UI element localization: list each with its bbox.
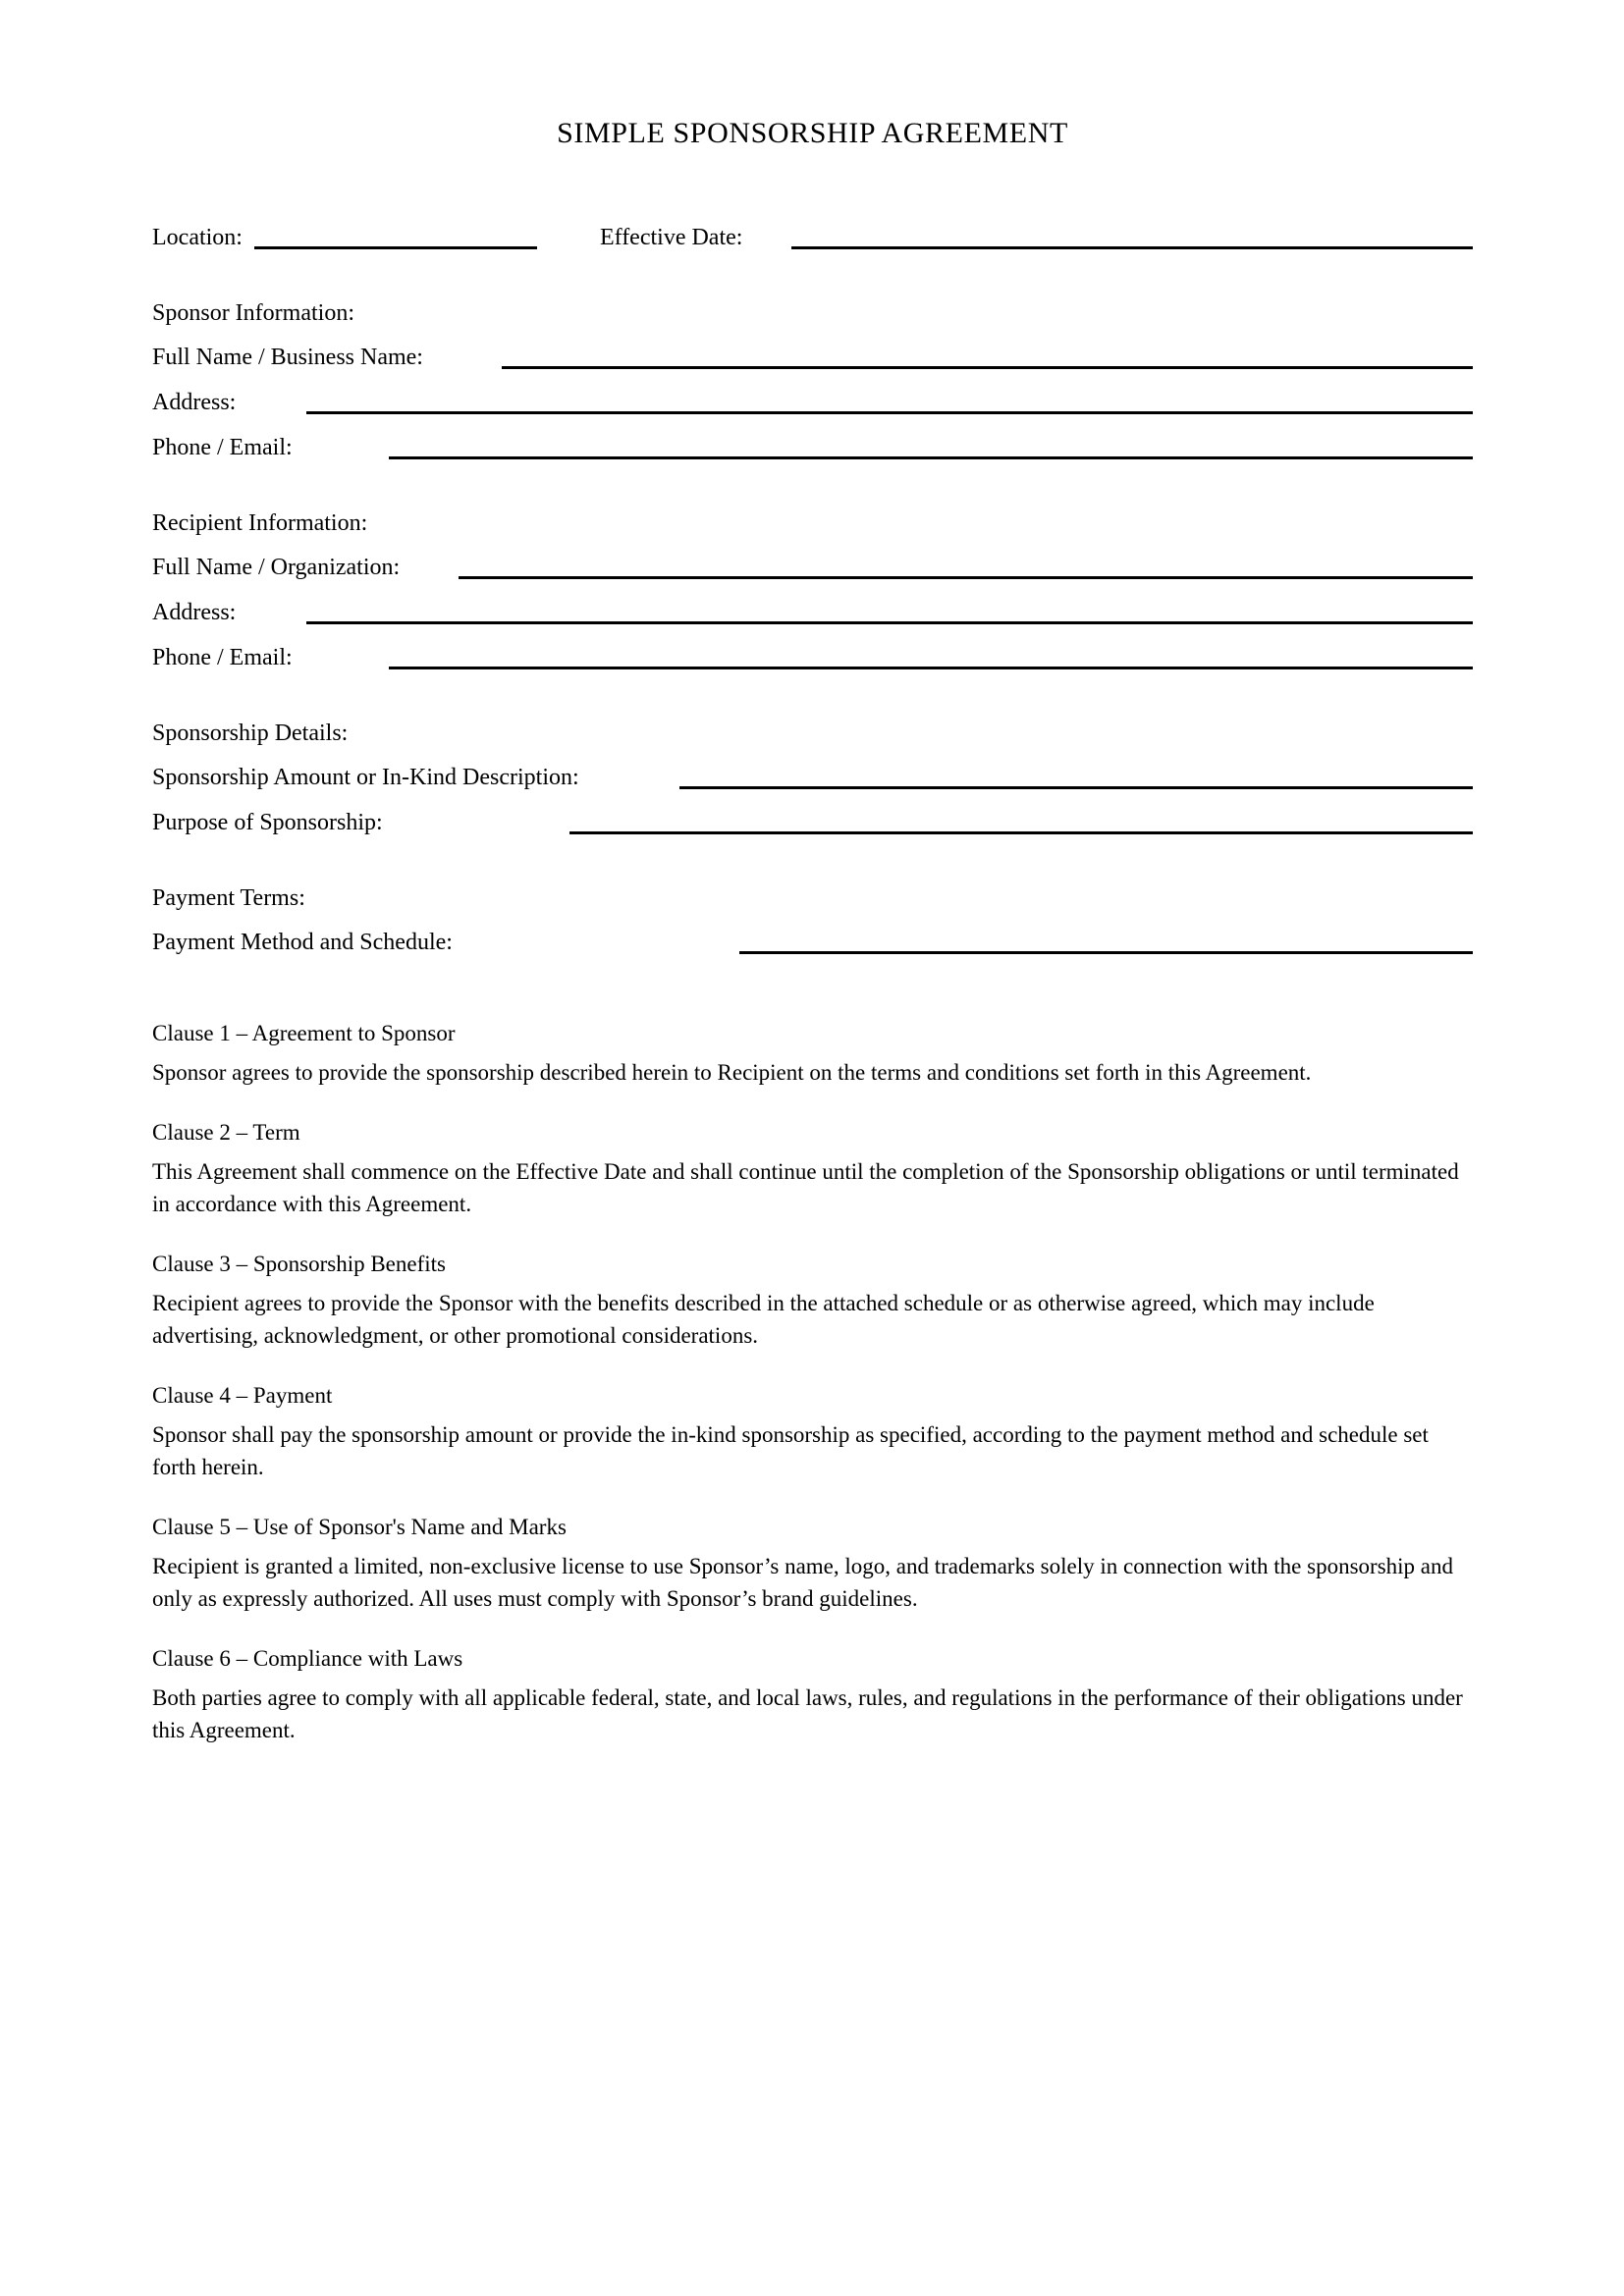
sponsor-full-name-input-rule[interactable] [502,366,1473,369]
clause-5-body: Recipient is granted a limited, non-exclusive license to use Sponsor’s name, logo, and trademarks solely in connection with the sponsorship and only as expressly authorized. All uses must comply with Sponsor’s brand guidelines. [152,1554,1453,1611]
clause-1-body: Sponsor agrees to provide the sponsorship described herein to Recipient on the terms and conditions set forth in this Agreement. [152,1060,1312,1085]
clause-2 [152,1118,1473,1220]
clause-4-body: Sponsor shall pay the sponsorship amount or provide the in-kind sponsorship as specified, according to the payment method and schedule set forth herein. [152,1422,1429,1479]
recipient-phone-email-label: Phone / Email: [152,645,293,670]
clause-3-title: Clause 3 – Sponsorship Benefits [152,1252,446,1276]
location-input-rule[interactable] [254,246,537,249]
purpose-of-sponsorship-row [152,793,1473,838]
header-fields-row [152,208,1473,253]
clause-6 [152,1644,1473,1746]
clause-6-title: Clause 6 – Compliance with Laws [152,1646,463,1671]
clause-5 [152,1513,1473,1615]
clause-gap-3 [152,1352,1473,1381]
recipient-address-label: Address: [152,600,237,625]
sponsor-full-name-label: Full Name / Business Name: [152,345,423,370]
recipient-full-name-input-rule[interactable] [459,576,1473,579]
clause-6-body: Both parties agree to comply with all applicable federal, state, and local laws, rules, and regulations in the performance of their obligations under this Agreement. [152,1685,1463,1742]
sponsorship-amount-label: Sponsorship Amount or In-Kind Description: [152,765,579,790]
spacer-before-payment-section [152,838,1473,883]
spacer-before-clauses [152,958,1473,1019]
clause-5-title: Clause 5 – Use of Sponsor's Name and Marks [152,1515,567,1539]
clause-2-body: This Agreement shall commence on the Effective Date and shall continue until the completion of the Sponsorship obligations or until terminated in accordance with this Agreement. [152,1159,1459,1216]
sponsor-full-name-row [152,328,1473,373]
sponsor-phone-email-row [152,418,1473,463]
recipient-full-name-row [152,538,1473,583]
document-content [152,0,1473,1746]
payment-method-input-rule[interactable] [739,951,1473,954]
clause-2-title: Clause 2 – Term [152,1120,300,1145]
recipient-information-heading: Recipient Information: [152,510,368,536]
effective-date-label: Effective Date: [599,225,743,250]
clause-gap-4 [152,1483,1473,1513]
sponsor-phone-email-label: Phone / Email: [152,435,293,460]
sponsor-address-input-rule[interactable] [306,411,1473,414]
spacer-before-recipient-section [152,463,1473,508]
payment-method-label: Payment Method and Schedule: [152,930,453,955]
clause-3 [152,1250,1473,1352]
sponsor-address-row [152,373,1473,418]
recipient-full-name-label: Full Name / Organization: [152,555,401,580]
location-label: Location: [152,225,243,250]
recipient-address-row [152,583,1473,628]
clause-gap-2 [152,1220,1473,1250]
clause-4-title: Clause 4 – Payment [152,1383,333,1408]
effective-date-input-rule[interactable] [791,246,1473,249]
sponsorship-amount-row [152,748,1473,793]
purpose-of-sponsorship-label: Purpose of Sponsorship: [152,810,383,835]
sponsor-phone-email-input-rule[interactable] [389,456,1473,459]
clause-gap-1 [152,1089,1473,1118]
spacer-before-sponsor-section [152,253,1473,298]
recipient-phone-email-input-rule[interactable] [389,667,1473,669]
clause-1-title: Clause 1 – Agreement to Sponsor [152,1021,456,1045]
payment-method-row [152,913,1473,958]
clause-3-body: Recipient agrees to provide the Sponsor with the benefits described in the attached schedule or as otherwise agreed, which may include advertising, acknowledgment, or other promotional considerations. [152,1291,1375,1348]
clause-4 [152,1381,1473,1483]
sponsorship-details-heading: Sponsorship Details: [152,721,349,746]
sponsorship-amount-input-rule[interactable] [679,786,1473,789]
sponsor-address-label: Address: [152,390,237,415]
recipient-address-input-rule[interactable] [306,621,1473,624]
clause-1 [152,1019,1473,1089]
recipient-phone-email-row [152,628,1473,673]
purpose-of-sponsorship-input-rule[interactable] [569,831,1473,834]
payment-terms-heading: Payment Terms: [152,885,305,911]
clause-gap-5 [152,1615,1473,1644]
spacer-after-title [152,151,1473,208]
page-title: SIMPLE SPONSORSHIP AGREEMENT [557,117,1068,149]
spacer-before-details-section [152,673,1473,719]
sponsor-information-heading: Sponsor Information: [152,300,354,326]
